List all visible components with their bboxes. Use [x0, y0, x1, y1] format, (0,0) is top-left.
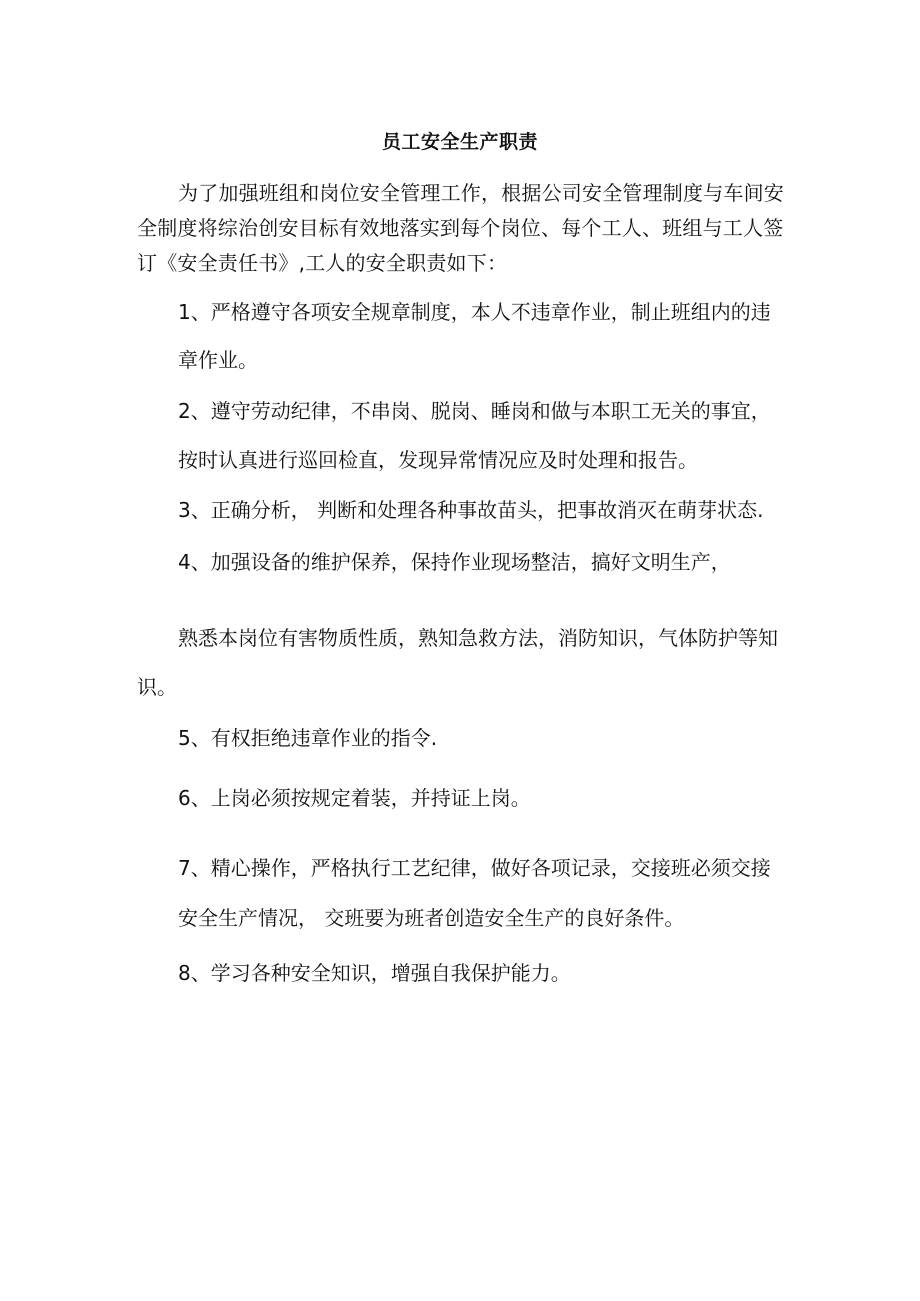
item-6-line-1: 6、上岗必须按规定着装，并持证上岗。: [178, 786, 531, 810]
item-7-line-1: 7、精心操作，严格执行工艺纪律，做好各项记录，交接班必须交接: [178, 856, 771, 880]
document-title: 员工安全生产职责: [381, 131, 538, 153]
item-2-line-2: 按时认真进行巡回检直，发现异常情况应及时处理和报告。: [178, 448, 698, 472]
item-2-line-1: 2、遵守劳动纪律，不串岗、脱岗、睡岗和做与本职工无关的事宜，: [178, 399, 771, 423]
intro-line-2: 全制度将综治创安目标有效地落实到每个岗位、每个工人、班组与工人签: [137, 216, 784, 240]
item-3-line-1: 3、正确分析， 判断和处理各种事故苗头，把事故消灭在萌芽状态.: [178, 498, 764, 522]
item-4-line-2: 熟悉本岗位有害物质性质，熟知急救方法，消防知识，气体防护等知: [178, 626, 778, 650]
intro-line-3: 订《安全责任书》,工人的安全职责如下：: [137, 251, 508, 275]
item-4-line-3: 识。: [137, 675, 177, 699]
item-5-line-1: 5、有权拒绝违章作业的指令.: [178, 726, 438, 750]
item-4-line-1: 4、加强设备的维护保养，保持作业现场整洁，搞好文明生产，: [178, 550, 731, 574]
item-1-line-2: 章作业。: [178, 348, 258, 372]
item-1-line-1: 1、严格遵守各项安全规章制度，本人不违章作业，制止班组内的违: [178, 300, 771, 324]
item-7-line-2: 安全生产情况， 交班要为班者创造安全生产的良好条件。: [178, 906, 685, 930]
intro-line-1: 为了加强班组和岗位安全管理工作，根据公司安全管理制度与车间安: [178, 181, 784, 205]
item-8-line-1: 8、学习各种安全知识，增强自我保护能力。: [178, 961, 571, 985]
